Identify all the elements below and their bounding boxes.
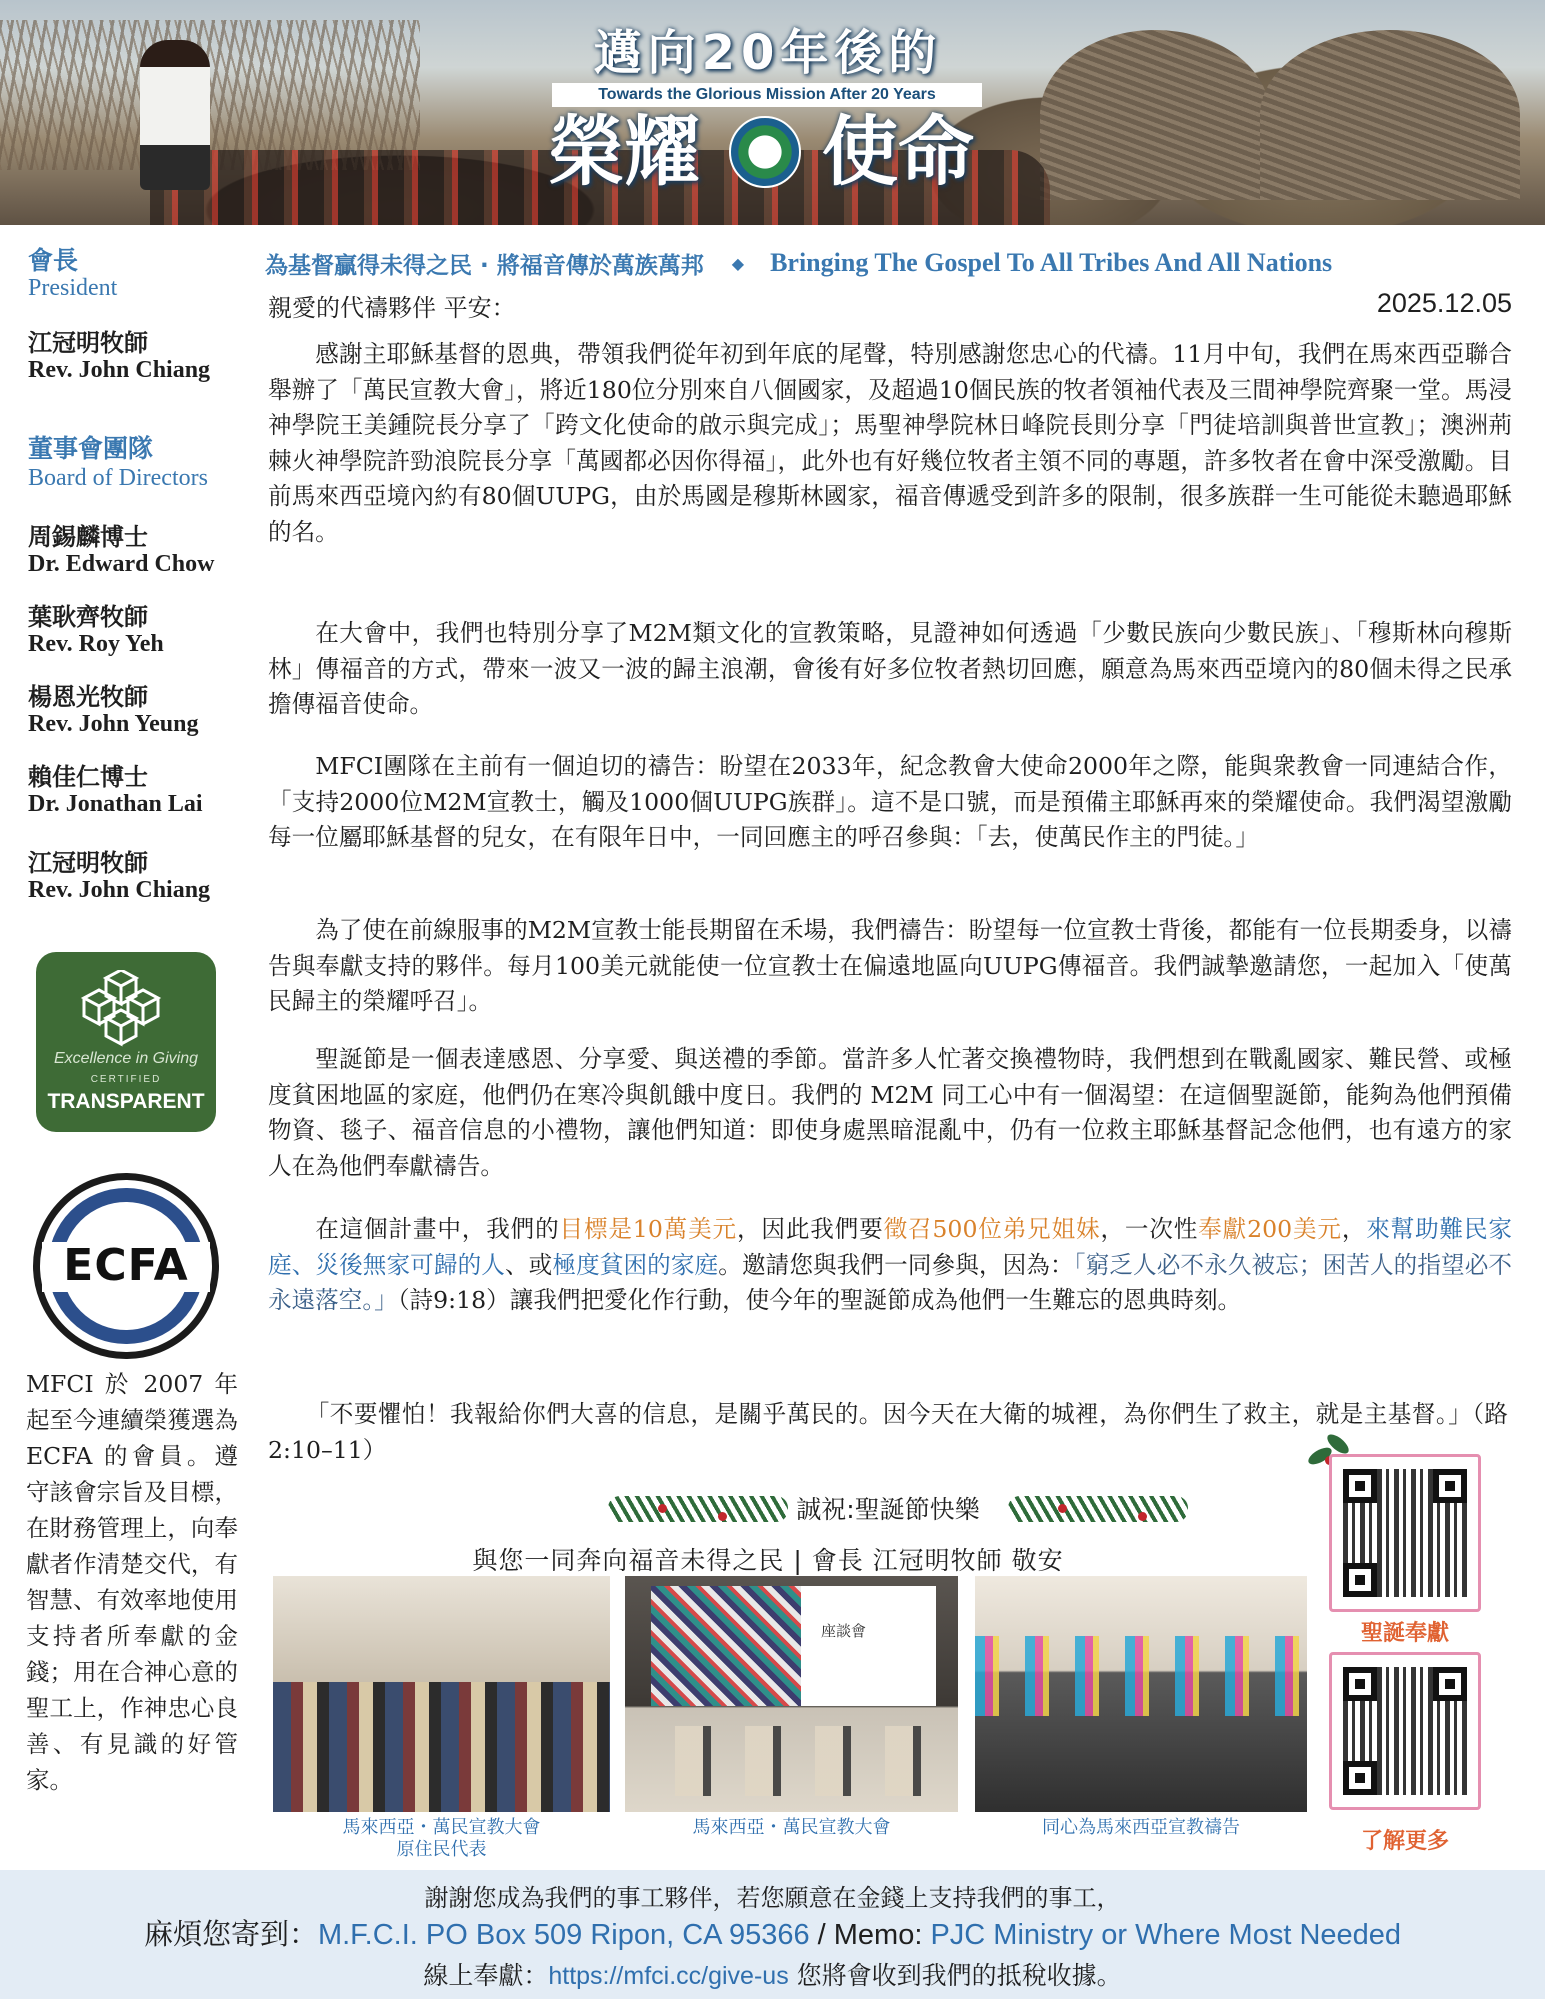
president-heading-zh: 會長: [28, 246, 79, 275]
forum-screen-label: 座談會: [821, 1622, 867, 1640]
christmas-greeting: [598, 1482, 1178, 1532]
help-highlight: 來幫助難民家庭、災後無家可歸的人: [268, 1215, 1513, 1279]
luke-verse: 「不要懼怕！我報給你們大喜的信息，是關乎萬民的。因今天在大衛的城裡，為你們生了救主，就是主基督。」（路2:10–11）: [268, 1400, 1508, 1464]
diamond-icon: ◆: [731, 253, 745, 273]
letter-paragraph-5: 聖誕節是一個表達感恩、分享愛、與送禮的季節。當許多人忙著交換禮物時，我們想到在戰亂國家、難民營、或極度貧困地區的家庭，他們仍在寒冷與飢餓中度日。我們的 M2M 同工心中有一個渴望：在這個聖誕節，能夠為他們預備物資、毯子、福音信息的小禮物，讓他們知道：即使身處黑暗混亂中，仍有一位救主耶穌基督記念他們，也有遠方的家人在為他們奉獻禱告。: [268, 1045, 1512, 1180]
paragraph-text: 、或: [504, 1250, 553, 1279]
memo-text: PJC Ministry or Where Most Needed: [930, 1919, 1402, 1951]
tagline: [265, 245, 1510, 281]
footer-address-prefix: 麻煩您寄到：: [143, 1917, 318, 1951]
berry-icon: [1058, 1504, 1067, 1513]
banner-fence-background: [0, 20, 420, 170]
letter-paragraph-6: [268, 1212, 1512, 1319]
footer-online-prefix: 線上奉獻：: [423, 1961, 549, 1990]
board-member-name-en: Rev. John Yeung: [28, 711, 199, 737]
banner-title-top: 邁向20年後的: [593, 25, 943, 81]
banner-hut: [1040, 30, 1270, 200]
banner-hut: [1260, 30, 1520, 200]
learn-more-qr[interactable]: [1329, 1652, 1481, 1810]
board-member-name-zh: 葉耿齊牧師: [28, 603, 148, 631]
garland-icon: [608, 1496, 788, 1522]
garland-icon: [1008, 1496, 1188, 1522]
ecfa-seal: [33, 1173, 219, 1359]
left-sidebar: [0, 225, 260, 1870]
paragraph-text: 。邀請您與我們一同參與，因為：: [718, 1250, 1074, 1279]
learn-more-label: 了解更多: [1360, 1829, 1449, 1854]
board-member-name-zh: 江冠明牧師: [28, 849, 148, 877]
photo-caption: 同心為馬來西亞宣教禱告: [1042, 1817, 1240, 1838]
photo-prayer: [975, 1576, 1307, 1812]
board-member-name-zh: 楊恩光牧師: [28, 683, 148, 711]
president-name-en: Rev. John Chiang: [28, 357, 211, 383]
board-member-name-zh: 周錫麟博士: [28, 523, 148, 551]
berry-icon: [718, 1512, 727, 1521]
goal-highlight: 目標是10萬美元: [559, 1215, 737, 1243]
president-heading-en: President: [28, 275, 118, 301]
banner-title-left: 榮耀: [548, 107, 700, 196]
photo-caption: [273, 1817, 610, 1861]
banner-title-right: 使命: [822, 107, 974, 196]
recruit-highlight: 徵召500位弟兄姐妹: [883, 1215, 1101, 1243]
board-member-name-en: Dr. Edward Chow: [28, 551, 215, 577]
prayer-headdresses: [975, 1636, 1307, 1716]
berry-icon: [658, 1504, 667, 1513]
footer-address-line: [0, 1912, 1545, 1953]
tagline-english: Bringing The Gospel To All Tribes And All Nations: [770, 248, 1333, 277]
mailing-address: M.F.C.I. PO Box 509 Ripon, CA 95366: [317, 1919, 810, 1951]
tagline-chinese: 為基督贏得未得之民 · 將福音傳於萬族萬邦: [265, 252, 704, 279]
forum-screen-art: [651, 1586, 801, 1706]
letter-paragraph-4: 為了使在前線服事的M2M宣教士能長期留在禾場，我們禱告：盼望每一位宣教士背後，都能有一位長期委身，以禱告與奉獻支持的夥伴。每月100美元就能使一位宣教士在偏遠地區向UUPG傳福音。我們誠摯邀請您，一起加入「使萬民歸主的榮耀呼召」。: [268, 916, 1512, 1016]
board-member-name-en: Dr. Jonathan Lai: [28, 791, 203, 817]
paragraph-text: （詩9:18）讓我們把愛化作行動，使今年的聖誕節成為他們一生難忘的恩典時刻。: [397, 1286, 1242, 1315]
give-link[interactable]: https://mfci.cc/give-us: [548, 1962, 789, 1990]
letter-date: 2025.12.05: [1376, 288, 1512, 318]
paragraph-text: 在這個計畫中，我們的: [315, 1215, 560, 1243]
christmas-greeting-text: 誠祝:聖誕節快樂: [796, 1495, 980, 1524]
paragraph-text: ，因此我們要: [736, 1215, 884, 1243]
footer-online-line: [0, 1956, 1545, 1992]
ecfa-seal-text: ECFA: [63, 1240, 189, 1291]
board-heading-en: Board of Directors: [28, 465, 208, 491]
psalm-quote: 「窮乏人必不永久被忘；困苦人的指望必不永遠落空。」: [268, 1250, 1513, 1315]
board-member-name-zh: 賴佳仁博士: [28, 763, 148, 791]
footer-memo-prefix: / Memo:: [809, 1919, 931, 1951]
transparency-badge: [36, 952, 216, 1132]
letter-greeting: 親愛的代禱夥伴 平安：: [268, 294, 516, 322]
photo-forum: [625, 1576, 958, 1812]
header-banner: [0, 0, 1545, 225]
photo-caption-line: 馬來西亞・萬民宣教大會: [342, 1817, 541, 1838]
footer-thanks: 謝謝您成為我們的事工夥伴，若您願意在金錢上支持我們的事工，: [424, 1884, 1121, 1912]
badge-certified-text: CERTIFIED: [90, 1074, 162, 1085]
letter-signoff: 與您一同奔向福音未得之民 | 會長 江冠明牧師 敬安: [472, 1546, 1064, 1575]
badge-excellence-text: Excellence in Giving: [53, 1050, 199, 1067]
footer: [0, 1870, 1545, 1999]
president-name-zh: 江冠明牧師: [28, 329, 148, 357]
donation-highlight: 奉獻200美元: [1198, 1215, 1342, 1243]
board-heading-zh: 董事會團隊: [28, 434, 154, 463]
banner-title-english: Towards the Glorious Mission After 20 Years: [552, 83, 982, 107]
christmas-donation-qr[interactable]: [1329, 1454, 1481, 1612]
christmas-donation-label: 聖誕奉獻: [1360, 1621, 1449, 1646]
berry-icon: [1138, 1512, 1147, 1521]
forum-screen: [651, 1586, 936, 1706]
mfci-logo: [729, 116, 801, 188]
badge-transparent-text: TRANSPARENT: [47, 1090, 205, 1113]
qr-code-icon: [1343, 1469, 1467, 1597]
letter-paragraph-3: MFCI團隊在主前有一個迫切的禱告：盼望在2033年，紀念教會大使命2000年之際，能與衆教會一同連結合作，「支持2000位M2M宣教士，觸及1000個UUPG族群」。這不是口號，而是預備主耶穌再來的榮耀使命。我們渴望激勵每一位屬耶穌基督的兒女，在有限年日中，一同回應主的呼召參與：「去，使萬民作主的門徒。」: [268, 752, 1512, 852]
photo-indigenous-representatives: [273, 1576, 610, 1812]
forum-panelists: [655, 1726, 935, 1796]
photo-caption-line: 原住民代表: [396, 1839, 487, 1860]
poor-families-highlight: 極度貧困的家庭: [552, 1250, 719, 1279]
photo-caption: 馬來西亞・萬民宣教大會: [692, 1817, 891, 1838]
paragraph-text: ，: [1341, 1215, 1367, 1243]
letter-paragraph-2: 在大會中，我們也特別分享了M2M類文化的宣教策略，見證神如何透過「少數民族向少數民族」、「穆斯林向穆斯林」傳福音的方式，帶來一波又一波的歸主浪潮，會後有好多位牧者熱切回應，願意為馬來西亞境內的80個未得之民承擔傳福音使命。: [268, 619, 1512, 719]
board-member-name-en: Rev. John Chiang: [28, 877, 211, 903]
paragraph-text: ，一次性: [1100, 1215, 1199, 1243]
ecfa-membership-text: MFCI 於 2007 年起至今連續榮獲選為 ECFA 的會員。遵守該會宗旨及目標，在財務管理上，向奉獻者作清楚交代，有智慧、有效率地使用支持者所奉獻的金錢；用在合神心意的聖工上，作神忠心良善、有見識的好管家。: [26, 1370, 238, 1794]
letter-paragraph-1: 感謝主耶穌基督的恩典，帶領我們從年初到年底的尾聲，特別感謝您忠心的代禱。11月中旬，我們在馬來西亞聯合舉辦了「萬民宣教大會」，將近180位分別來自八個國家，及超過10個民族的牧者領袖代表及三間神學院齊聚一堂。馬浸神學院王美鍾院長分享了「跨文化使命的啟示與完成」；馬聖神學院林日峰院長則分享「門徒培訓與普世宣教」；澳洲荊棘火神學院許勁浪院長分享「萬國都必因你得福」，此外也有好幾位牧者主領不同的專題，許多牧者在會中深受激勵。目前馬來西亞境內約有80個UUPG，由於馬國是穆斯林國家，福音傳遞受到許多的限制，很多族群一生可能從未聽過耶穌的名。: [268, 340, 1512, 546]
footer-receipt-note: 您將會收到我們的抵稅收據。: [788, 1961, 1122, 1990]
qr-code-icon: [1343, 1667, 1467, 1795]
banner-preacher: [140, 40, 210, 190]
cubes-icon: [76, 970, 176, 1060]
board-member-name-en: Rev. Roy Yeh: [28, 631, 164, 657]
